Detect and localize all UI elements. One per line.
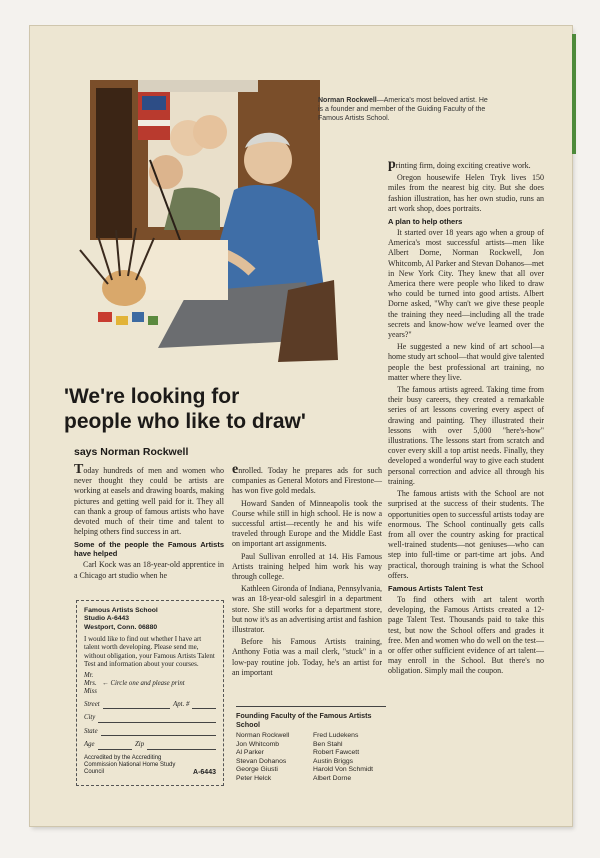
zip-label: Zip [135, 741, 145, 749]
city-label: City [84, 714, 96, 722]
faculty-name: Jon Whitcomb [236, 740, 280, 748]
street-field[interactable] [84, 701, 216, 709]
faculty-name: Harold Von Schmidt [313, 766, 374, 774]
age-zip-field[interactable] [84, 741, 216, 749]
faculty-name: Robert Fawcett [313, 749, 360, 757]
faculty-name: Peter Helck [236, 774, 272, 782]
caption-name: Norman Rockwell [318, 97, 377, 104]
circle-instruction: ← Circle one and please print [102, 680, 185, 688]
faculty-name: Al Parker [236, 749, 264, 757]
col3-paragraph-6: The famous artists with the School are not surprised at the success of their students. The opportunities open to successful artists today are enormous. The School continually gets calls from all over the country asking for practical well-trained students—not geniuses—who can step into full-time or part-time art jobs. And practical, thorough training is what the School offers. [388, 489, 544, 580]
title-miss[interactable]: Miss [84, 688, 97, 696]
column-2 [232, 462, 382, 680]
accreditation: Accredited by the Accrediting Commission National Home Study Council [84, 754, 176, 775]
column-3 [388, 157, 544, 679]
col3-paragraph-5: The famous artists agreed. Taking time from their busy careers, they created a remarkable series of art lessons covering every aspect of drawing and painting. They illustrated their lessons with over 5,000 "here's-how" illustrations. The lessons start from scratch and cover every skill a top artist needs. Finally, they developed a wonderful way to give each student personal correction and advice all through his training. [388, 385, 544, 486]
coupon-addr-3: Westport, Conn. 06880 [84, 623, 158, 631]
col1-paragraph-2: Carl Kock was an 18-year-old apprentice in a Chicago art studio when he [74, 560, 224, 580]
col3-paragraph-2: Oregon housewife Helen Tryk lives 150 miles from the nearest big city. But she does fashion illustration, has her own studio, runs an art work shop, does portraits. [388, 173, 544, 213]
faculty-name: Norman Rockwell [236, 732, 290, 739]
col3-paragraph-3: It started over 18 years ago when a group of America's most successful artists—men like Albert Dorne, Norman Rockwell, Jon Whitcomb, Al Parker and Stevan Dohanos—met in New York City. They knew that all over America there were people who liked to draw who could be turned into good artists. Albert Dorne asked, "Why can't we give these people the training they need—including all the trade secrets and know-how we've learned over the years?" [388, 228, 544, 340]
cover-edge [572, 34, 576, 154]
apt-label: Apt. # [173, 701, 190, 709]
headline-line-1: 'We're looking for [64, 385, 240, 408]
col2-paragraph-5: Before his Famous Artists training, Anthony Fotia was a mail clerk, "stuck" in a low-pay routine job. Today, he's an artist for an important [232, 637, 382, 677]
col3-heading-2: Famous Artists Talent Test [388, 583, 483, 593]
coupon-addr-1: Famous Artists School [84, 607, 158, 614]
col2-paragraph-3: Paul Sullivan enrolled at 14. His Famous Artists training helped him work his way through college. [232, 551, 382, 582]
title-mrs[interactable]: Mrs. [84, 680, 97, 688]
faculty-name: Stevan Dohanos [236, 757, 287, 765]
brush-jar [102, 270, 146, 306]
state-label: State [84, 727, 98, 735]
coupon-code: A-6443 [193, 768, 216, 776]
city-field[interactable] [84, 714, 216, 722]
col3-paragraph-1: printing firm, doing exciting creative work. [388, 157, 531, 172]
title-select[interactable] [84, 672, 216, 696]
coupon-body: I would like to find out whether I have art talent worth developing. Please send me, without obligation, your Famous Artists Talent Test and information about your courses. [84, 635, 215, 668]
rockwell-illustration [38, 40, 338, 370]
byline: says Norman Rockwell [74, 446, 189, 458]
faculty-name: Fred Ludekens [313, 732, 359, 739]
faculty-name: George Giusti [236, 766, 278, 774]
col1-paragraph-1: Today hundreds of men and women who never thought they could be artists are working at easels and drawing boards, making pictures and getting well paid for it. They all can thank a group of famous artists who have devoted much of their time and talent to helping others find success in art. [74, 462, 224, 537]
illustration-caption [318, 96, 488, 123]
col1-heading: Some of the people the Famous Artists have helped [74, 540, 224, 559]
col2-paragraph-2: Howard Sanden of Minneapolis took the Course while still in high school. He is now a successful artist—recently he and his wife traveled through Europe and the Middle East on important art assignments. [232, 498, 382, 549]
faculty-name: Ben Stahl [313, 740, 343, 748]
col2-paragraph-1: enrolled. Today he prepares ads for such companies as General Motors and Firestone—has won five gold medals. [232, 462, 382, 496]
col3-paragraph-4: He suggested a new kind of art school—a home study art school—that would give talented people the best professional art training, no matter where they live. [388, 342, 544, 382]
coupon-addr-2: Studio A-6443 [84, 615, 130, 623]
col3-heading-1: A plan to help others [388, 217, 463, 227]
age-label: Age [84, 741, 95, 749]
faculty-name: Austin Briggs [313, 757, 354, 765]
col2-paragraph-4: Kathleen Gironda of Indiana, Pennsylvania, was an 18-year-old salesgirl in a department store. She still works for a department store, but now it's as an advertising artist and fashion illustrator. [232, 584, 382, 635]
founding-faculty [236, 706, 386, 784]
street-label: Street [84, 701, 100, 709]
faculty-title: Founding Faculty of the Famous Artists School [236, 711, 372, 729]
coupon [76, 600, 224, 786]
headline [64, 384, 364, 434]
col3-paragraph-7: To find others with art talent worth developing, the Famous Artists created a 12-page Talent Test. Thousands paid to take this test, but now the School offers and grades it free. Men and women who do well on the test—or offer other sufficient evidence of art talent—may enroll in the School. But there's no obligation. Simply mail the coupon. [388, 594, 544, 676]
caption-text: —America's most beloved artist. He is a founder and member of the Guiding Faculty of the Famous Artists School. [318, 97, 488, 122]
headline-line-2: people who like to draw' [64, 410, 306, 433]
title-mr[interactable]: Mr. [84, 672, 94, 680]
state-field[interactable] [84, 728, 216, 736]
column-1 [74, 462, 224, 583]
faculty-name: Albert Dorne [313, 774, 352, 782]
